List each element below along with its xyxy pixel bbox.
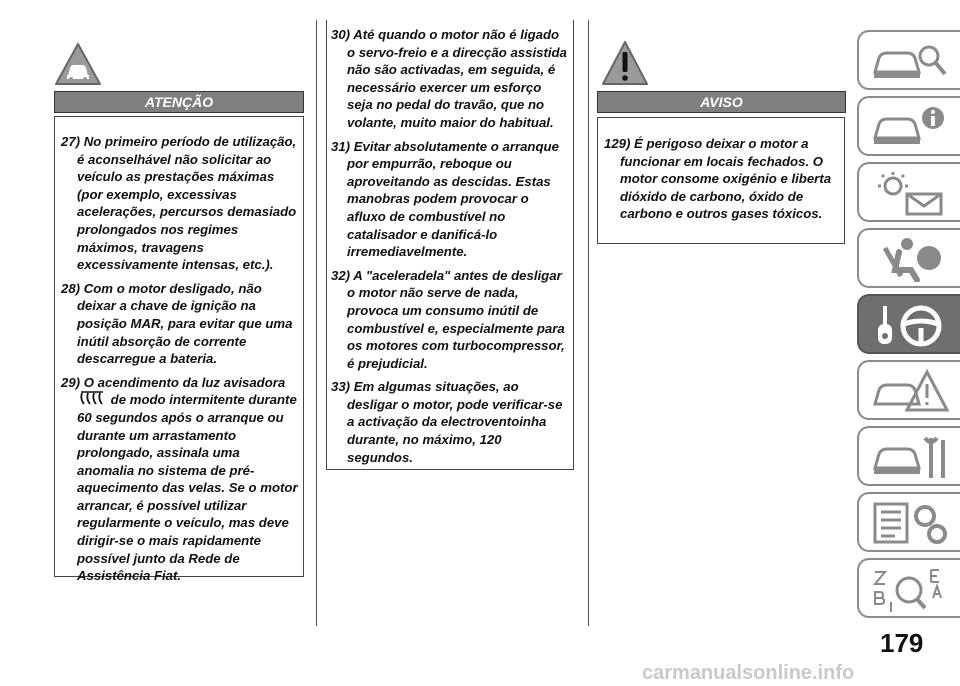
car-warning-icon xyxy=(54,42,102,86)
note-32: 32) A "aceleradela" antes de desligar o motor não serve de nada, provoca um consumo inútil de combustível e, especialmente para os motores com turbocompressor, é prejudicial. xyxy=(331,267,565,371)
list-gears-icon xyxy=(871,500,951,546)
tab-safety[interactable] xyxy=(857,96,960,156)
column-divider-right xyxy=(588,20,589,626)
exclamation-warning-icon xyxy=(601,40,649,86)
column-divider-left xyxy=(316,20,317,626)
attention-banner: ATENÇÃO xyxy=(54,91,304,113)
tab-lights-messages[interactable] xyxy=(857,162,960,222)
note-29 xyxy=(61,374,299,585)
tab-maintenance[interactable] xyxy=(857,426,960,486)
airbag-seat-icon xyxy=(871,236,951,282)
note-129: 129) É perigoso deixar o motor a funcionar em locais fechados. O motor consome oxigénio e liberta dióxido de carbono, óxido de carbono e outros gases tóxicos. xyxy=(604,136,832,222)
attention-notes-box xyxy=(54,116,304,584)
notice-notes-box xyxy=(597,117,845,244)
note-30: 30) Até quando o motor não é ligado o servo-freio e a direcção assistida não são activadas, em seguida, é necessário exercer um esforço seja no pedal do travão, que no volante, muito maior do habitual. xyxy=(331,27,567,130)
notice-banner: AVISO xyxy=(597,91,846,113)
watermark: carmanualsonline.info xyxy=(642,662,855,684)
alphabet-index-icon xyxy=(871,566,951,616)
note-29-lead: 29) O acendimento da luz avisadora xyxy=(61,374,286,390)
tab-airbags[interactable] xyxy=(857,228,960,288)
car-search-icon xyxy=(871,38,951,84)
note-27: 27) No primeiro período de utilização, é aconselhável não solicitar ao veículo as prestações máximas (por exemplo, excessivas acelerações, percursos demasiado prolongados nos regimes máximos, travagens excessivamente intensas, etc.). xyxy=(61,134,297,273)
note-29-rest: de modo intermitente durante 60 segundos após o arranque ou durante um arrastamento prolongado, assinala uma anomalia no sistema de pré-aquecimento das velas. Se o motor arrancar, é possível utilizar regularmente o veículo, mas deve dirigir-se o mais rapidamente possível junto da Rede de Assistência Fiat. xyxy=(77,392,298,584)
warning-triangle-car-icon xyxy=(871,368,951,414)
page-number: 179 xyxy=(880,628,924,658)
tab-technical-data[interactable] xyxy=(857,492,960,552)
note-33: 33) Em algumas situações, ao desligar o motor, pode verificar-se a activação da electroventoinha durante, no máximo, 120 segundos. xyxy=(331,379,563,465)
note-28: 28) Com o motor desligado, não deixar a chave de ignição na posição MAR, para evitar que uma inútil absorção de corrente descarregue a bateria. xyxy=(61,280,293,367)
tab-car-knowledge[interactable] xyxy=(857,30,960,90)
car-tools-icon xyxy=(871,434,951,480)
note-31: 31) Evitar absolutamente o arranque por empurrão, reboque ou aproveitando as descidas. Estas manobras podem provocar o afluxo de combustível no catalisador e danificá-lo irremediavelmente. xyxy=(331,138,559,260)
notes-continued-box xyxy=(326,20,574,470)
tab-starting-driving[interactable] xyxy=(857,294,960,354)
car-info-icon xyxy=(871,104,951,150)
key-steering-icon xyxy=(871,302,951,348)
lights-message-icon xyxy=(871,170,951,216)
glow-plug-warning-icon xyxy=(79,391,107,406)
tab-index[interactable] xyxy=(857,558,960,618)
tab-emergency[interactable] xyxy=(857,360,960,420)
